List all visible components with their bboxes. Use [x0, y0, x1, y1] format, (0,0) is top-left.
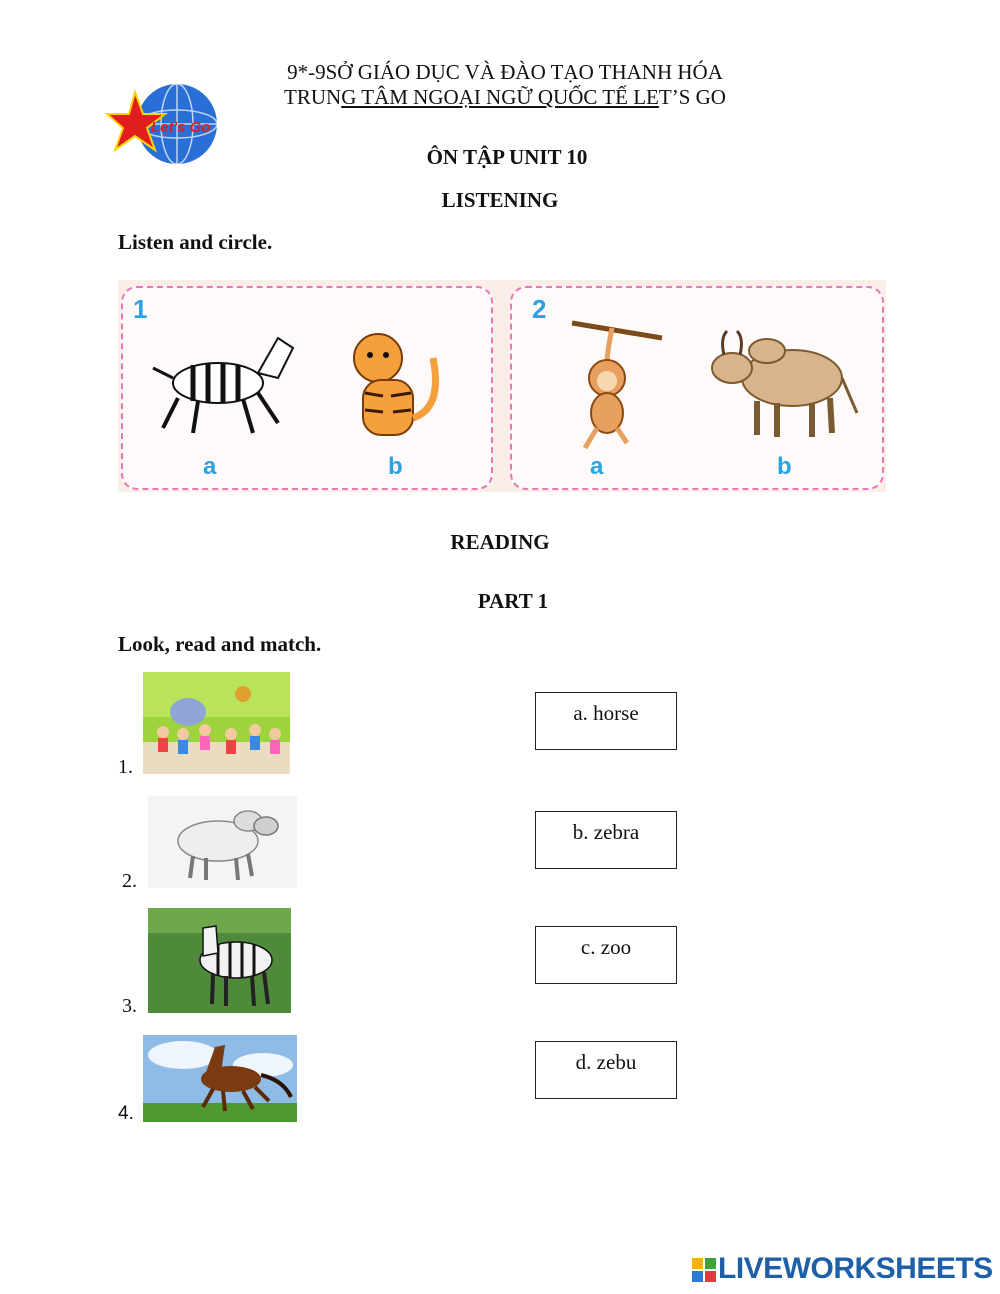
header-line-2 — [200, 84, 810, 110]
panel-1-number: 1 — [133, 294, 148, 324]
part-heading: PART 1 — [477, 589, 549, 613]
zoo-picture — [143, 672, 290, 774]
panel-1-option-a[interactable]: a — [203, 453, 217, 480]
option-d-box[interactable]: d. zebu — [535, 1041, 677, 1099]
listening-panel-2 — [510, 286, 884, 490]
listening-heading: LISTENING — [441, 188, 559, 212]
header-line-2-suffix: T’S GO — [658, 85, 726, 109]
panel-2-option-a[interactable]: a — [590, 453, 604, 480]
reading-heading: READING — [450, 530, 550, 554]
brand-text: LIVEWORKSHEETS — [718, 1252, 993, 1285]
liveworksheets-logo — [692, 1252, 992, 1286]
logo-text: Let's Go — [151, 119, 211, 136]
item-2-number: 2. — [122, 870, 137, 892]
zebu-icon — [702, 323, 862, 443]
item-1-number: 1. — [118, 756, 133, 778]
header-line-1: 9*-9SỞ GIÁO DỤC VÀ ĐÀO TẠO THANH HÓA — [287, 60, 723, 84]
horse-picture — [143, 1035, 297, 1122]
panel-1-option-b[interactable]: b — [388, 453, 403, 480]
panel-2-number: 2 — [532, 294, 547, 324]
tiger-icon — [343, 328, 453, 448]
option-c-box[interactable]: c. zoo — [535, 926, 677, 984]
listening-panel-1 — [121, 286, 493, 490]
panel-2-option-b[interactable]: b — [777, 453, 792, 480]
reading-instruction: Look, read and match. — [118, 632, 322, 656]
liveworksheets-icon — [692, 1258, 716, 1282]
listening-image — [118, 280, 886, 492]
option-a-box[interactable]: a. horse — [535, 692, 677, 750]
zebu-picture — [148, 796, 297, 888]
monkey-icon — [567, 313, 667, 453]
header-line-2-underlined: G TÂM NGOẠI NGỮ QUỐC TẾ LE — [341, 85, 659, 109]
listening-instruction: Listen and circle. — [118, 230, 273, 254]
zebra-icon — [148, 323, 308, 443]
option-b-box[interactable]: b. zebra — [535, 811, 677, 869]
zebra-picture — [148, 908, 291, 1013]
item-4-number: 4. — [118, 1103, 134, 1124]
item-3-number: 3. — [122, 995, 137, 1017]
header-line-2-prefix: TRUN — [284, 85, 342, 109]
page-title: ÔN TẬP UNIT 10 — [426, 145, 588, 169]
